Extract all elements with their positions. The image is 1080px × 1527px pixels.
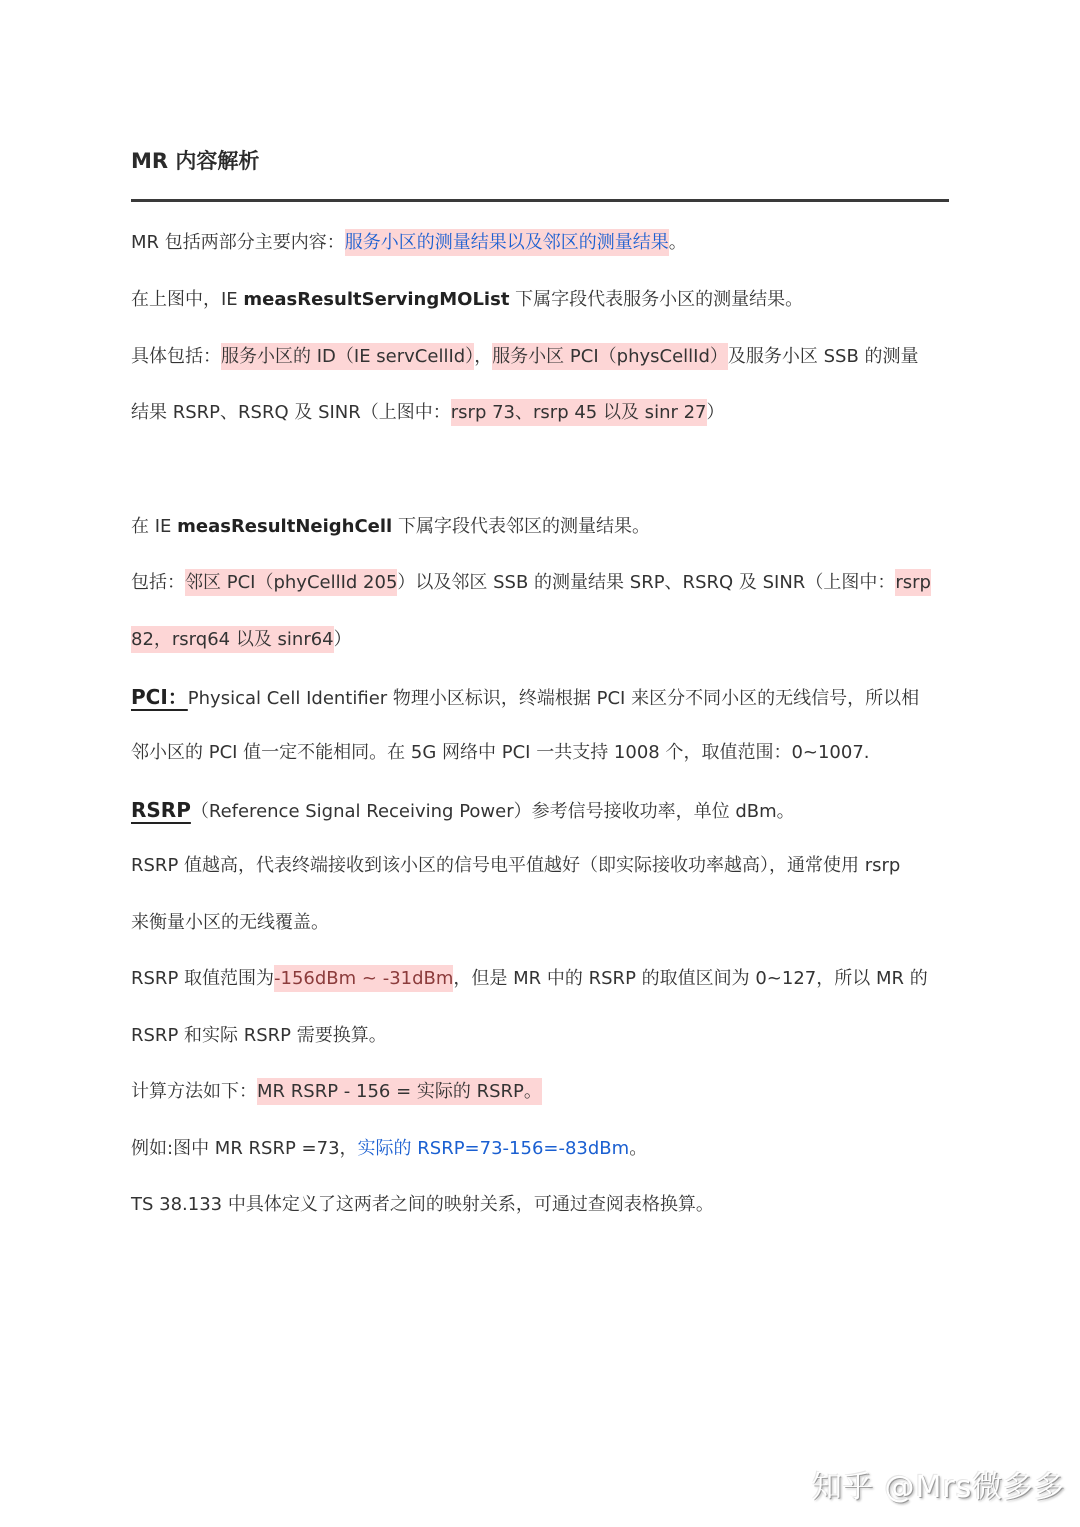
paragraph-neigh-details-line1 xyxy=(131,555,949,612)
text: （Reference Signal Receiving Power）参考信号接收功率，单位 dBm。 xyxy=(190,801,795,822)
paragraph-serving-details-line2 xyxy=(131,385,949,442)
paragraph-rsrp-meaning-line2 xyxy=(131,895,949,952)
text: 结果 RSRP、RSRQ 及 SINR（上图中： xyxy=(131,402,451,423)
highlighted-text: 82，rsrq64 以及 sinr64 xyxy=(131,626,334,653)
paragraph-neigh-details-line2 xyxy=(131,612,949,669)
term-rsrp: RSRP xyxy=(131,798,191,822)
text: MR 包括两部分主要内容： xyxy=(131,232,345,253)
text: 计算方法如下： xyxy=(131,1081,257,1102)
paragraph-pci-line1 xyxy=(131,669,949,728)
text: ） xyxy=(706,402,725,423)
paragraph-pci-line2 xyxy=(131,725,949,782)
text: 在上图中，IE xyxy=(131,289,244,310)
text: ， xyxy=(474,346,493,367)
paragraph-rsrp-range-line1 xyxy=(131,951,949,1008)
paragraph-neigh-ie xyxy=(131,499,949,556)
text: 。 xyxy=(668,232,687,253)
ie-name: measResultServingMOList xyxy=(243,289,510,310)
highlighted-text: rsrp 73、rsrp 45 以及 sinr 27 xyxy=(451,399,707,426)
highlighted-text: 服务小区的 ID（IE servCellId） xyxy=(221,343,474,370)
paragraph-mr-contents xyxy=(131,215,949,272)
paragraph-ts-reference xyxy=(131,1177,949,1234)
watermark: 知乎 @Mrs微多多 xyxy=(812,1470,1066,1505)
blue-text: 实际的 RSRP=73-156=-83dBm xyxy=(357,1138,630,1159)
page-title: MR 内容解析 xyxy=(131,149,260,173)
text: 。 xyxy=(629,1138,648,1159)
text: TS 38.133 中具体定义了这两者之间的映射关系，可通过查阅表格换算。 xyxy=(131,1194,714,1215)
ie-name: measResultNeighCell xyxy=(177,516,393,537)
text: 来衡量小区的无线覆盖。 xyxy=(131,912,329,933)
paragraph-example xyxy=(131,1121,949,1178)
text: RSRP 和实际 RSRP 需要换算。 xyxy=(131,1025,387,1046)
text: 包括： xyxy=(131,572,185,593)
title-divider xyxy=(131,199,949,202)
term-pci: PCI： xyxy=(131,685,188,709)
paragraph-rsrp-definition xyxy=(131,782,949,841)
highlighted-text: rsrp xyxy=(895,569,931,596)
paragraph-serving-ie xyxy=(131,272,949,329)
paragraph-rsrp-range-line2 xyxy=(131,1008,949,1065)
text: 下属字段代表服务小区的测量结果。 xyxy=(509,289,804,310)
text: Physical Cell Identifier 物理小区标识，终端根据 PCI 来区分不同小区的无线信号，所以相 xyxy=(187,688,920,709)
paragraph-rsrp-meaning-line1 xyxy=(131,838,949,895)
highlighted-text: 服务小区的测量结果以及邻区的测量结果 xyxy=(345,229,669,256)
text: 例如:图中 MR RSRP =73， xyxy=(131,1138,358,1159)
text: 邻小区的 PCI 值一定不能相同。在 5G 网络中 PCI 一共支持 1008 个，取值范围：0~1007. xyxy=(131,742,870,763)
text: ）以及邻区 SSB 的测量结果 SRP、RSRQ 及 SINR（上图中： xyxy=(397,572,896,593)
paragraph-formula xyxy=(131,1064,949,1121)
paragraph-serving-details-line1 xyxy=(131,329,949,386)
highlighted-text: 邻区 PCI（phyCellId 205 xyxy=(185,569,397,596)
text: ，但是 MR 中的 RSRP 的取值区间为 0~127，所以 MR 的 xyxy=(453,968,928,989)
highlighted-text: -156dBm ~ -31dBm xyxy=(274,965,453,992)
highlighted-text: 服务小区 PCI（physCellId） xyxy=(492,343,728,370)
text: 在 IE xyxy=(131,516,178,537)
text: RSRP 值越高，代表终端接收到该小区的信号电平值越好（即实际接收功率越高），通常使用 rsrp xyxy=(131,855,901,876)
text: 下属字段代表邻区的测量结果。 xyxy=(392,516,650,537)
text: ） xyxy=(333,629,352,650)
text: 及服务小区 SSB 的测量 xyxy=(727,346,919,367)
highlighted-text: MR RSRP - 156 = 实际的 RSRP。 xyxy=(257,1078,542,1105)
text: RSRP 取值范围为 xyxy=(131,968,275,989)
text: 具体包括： xyxy=(131,346,221,367)
